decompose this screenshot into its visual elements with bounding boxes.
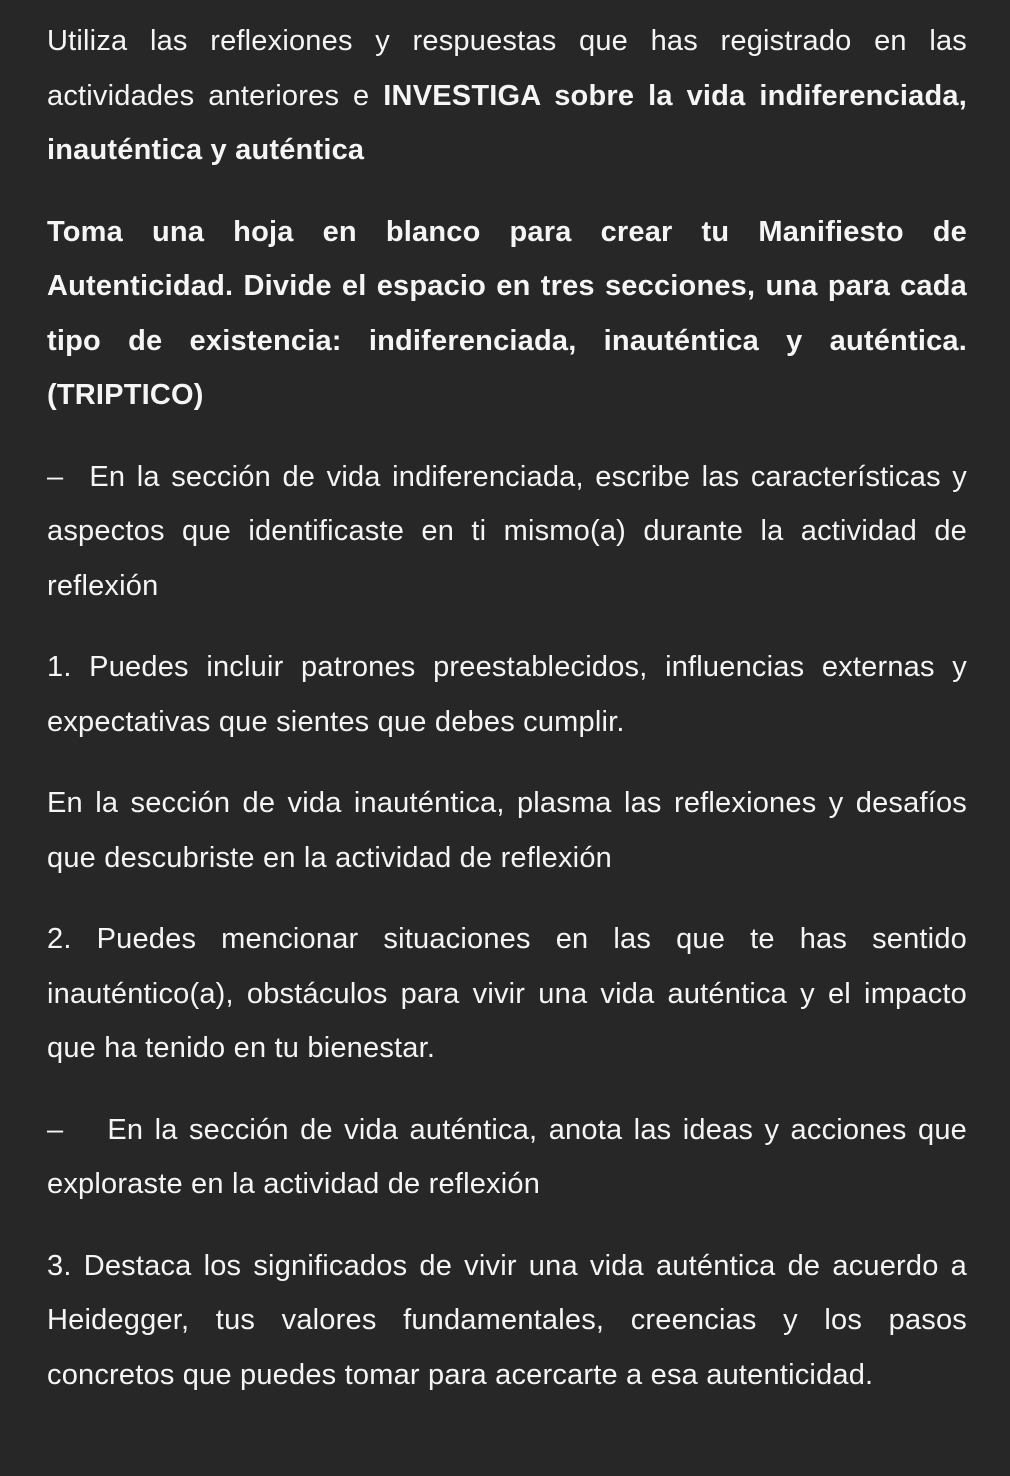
dash-bullet: –	[47, 460, 64, 493]
section-autentica-paragraph	[47, 1103, 967, 1212]
section-autentica-text: En la sección de vida auténtica, anota las ideas y acciones que exploraste en la actividad de reflexión	[47, 1113, 967, 1200]
item-3-paragraph: 3. Destaca los significados de vivir una vida auténtica de acuerdo a Heidegger, tus valores fundamentales, creencias y los pasos concretos que puedes tomar para acercarte a esa autenticidad.	[47, 1249, 967, 1391]
dash-bullet: –	[47, 1113, 64, 1146]
intro-text-start: Utiliza las reflexiones y respuestas que has registrado en las actividades anteriores e	[47, 25, 967, 112]
section-indiferenciada-text: En la sección de vida indiferenciada, escribe las características y aspectos que identificaste en ti mismo(a) durante la actividad de reflexión	[47, 460, 967, 602]
document-body	[47, 14, 967, 1429]
intro-paragraph	[47, 14, 967, 178]
item-2-paragraph: 2. Puedes mencionar situaciones en las que te has sentido inauténtico(a), obstáculos para vivir una vida auténtica y el impacto que ha tenido en tu bienestar.	[47, 923, 967, 1064]
intro-text-end: sobre la vida indiferenciada, inauténtica y auténtica	[47, 79, 968, 166]
manifesto-instructions: Toma una hoja en blanco para crear tu Manifiesto de Autenticidad. Divide el espacio en tres secciones, una para cada tipo de existencia: indiferenciada, inauténtica y auténtica. (TRIPTICO)	[47, 215, 967, 411]
section-inautentica-paragraph: En la sección de vida inauténtica, plasma las reflexiones y desafíos que descubriste en la actividad de reflexión	[47, 787, 967, 874]
item-1-paragraph: 1. Puedes incluir patrones preestablecidos, influencias externas y expectativas que sientes que debes cumplir.	[47, 651, 967, 738]
investiga-keyword: INVESTIGA	[383, 79, 541, 112]
section-indiferenciada-paragraph	[47, 450, 967, 614]
